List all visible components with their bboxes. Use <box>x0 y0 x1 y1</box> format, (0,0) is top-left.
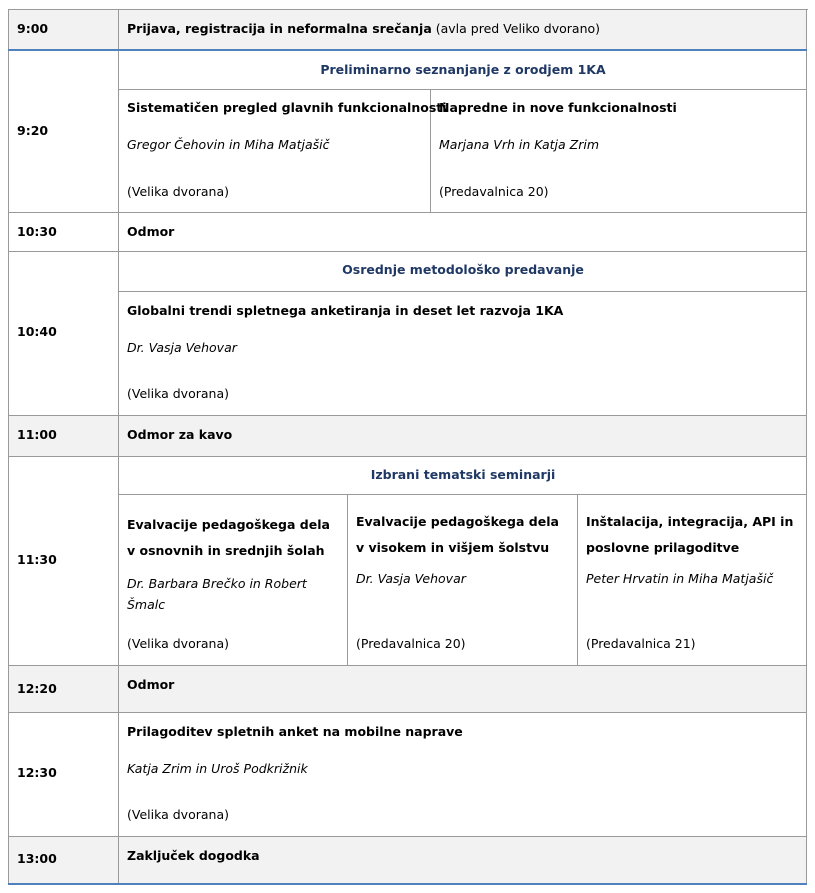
session-speakers: Marjana Vrh in Katja Zrim <box>439 137 599 152</box>
session-speakers: Gregor Čehovin in Miha Matjašič <box>127 137 330 152</box>
time-12-30: 12:30 <box>17 765 57 780</box>
session-room: (Predavalnica 20) <box>439 184 549 199</box>
session-title: Evalvacije pedagoškega dela v osnovnih in srednjih šolah <box>127 517 330 558</box>
session-speakers: Dr. Vasja Vehovar <box>127 340 237 355</box>
session-room: (Predavalnica 21) <box>586 636 696 651</box>
table-bottom-border <box>8 883 807 885</box>
time-11-30: 11:30 <box>17 552 57 567</box>
session-room: (Velika dvorana) <box>127 636 229 651</box>
session-title: Napredne in nove funkcionalnosti <box>439 100 677 115</box>
registration-title: Prijava, registracija in neformalna srečanja <box>127 21 432 36</box>
time-12-20: 12:20 <box>17 681 57 696</box>
section-header-preliminary: Preliminarno seznanjanje z orodjem 1KA <box>320 62 606 77</box>
session-title: Evalvacije pedagoškega dela v visokem in višjem šolstvu <box>356 514 559 555</box>
session-speakers: Dr. Vasja Vehovar <box>356 571 466 586</box>
closing-label: Zaključek dogodka <box>127 848 260 863</box>
session-room: (Velika dvorana) <box>127 386 229 401</box>
session-title: Inštalacija, integracija, API in poslovne prilagoditve <box>586 514 794 555</box>
session-room: (Predavalnica 20) <box>356 636 466 651</box>
session-speakers: Dr. Barbara Brečko in Robert Šmalc <box>127 576 307 612</box>
time-13-00: 13:00 <box>17 851 57 866</box>
time-9-20: 9:20 <box>17 123 49 138</box>
session-room: (Velika dvorana) <box>127 807 229 822</box>
session-title: Sistematičen pregled glavnih funkcionalnosti <box>127 100 447 115</box>
session-title: Globalni trendi spletnega anketiranja in deset let razvoja 1KA <box>127 303 564 318</box>
row-separator <box>8 49 807 51</box>
time-10-40: 10:40 <box>17 324 57 339</box>
registration-location: (avla pred Veliko dvorano) <box>435 21 601 36</box>
coffee-break-label: Odmor za kavo <box>127 427 233 442</box>
session-speakers: Peter Hrvatin in Miha Matjašič <box>586 571 774 586</box>
registration-item <box>127 21 600 37</box>
section-header-seminars: Izbrani tematski seminarji <box>370 467 556 482</box>
break-label: Odmor <box>127 677 175 692</box>
time-11-00: 11:00 <box>17 427 57 442</box>
session-room: (Velika dvorana) <box>127 184 229 199</box>
session-title: Prilagoditev spletnih anket na mobilne naprave <box>127 724 463 739</box>
break-label: Odmor <box>127 224 175 239</box>
section-header-keynote: Osrednje metodološko predavanje <box>342 262 584 277</box>
session-speakers: Katja Zrim in Uroš Podkrižnik <box>127 761 308 776</box>
time-9-00: 9:00 <box>17 21 49 36</box>
time-10-30: 10:30 <box>17 224 57 239</box>
